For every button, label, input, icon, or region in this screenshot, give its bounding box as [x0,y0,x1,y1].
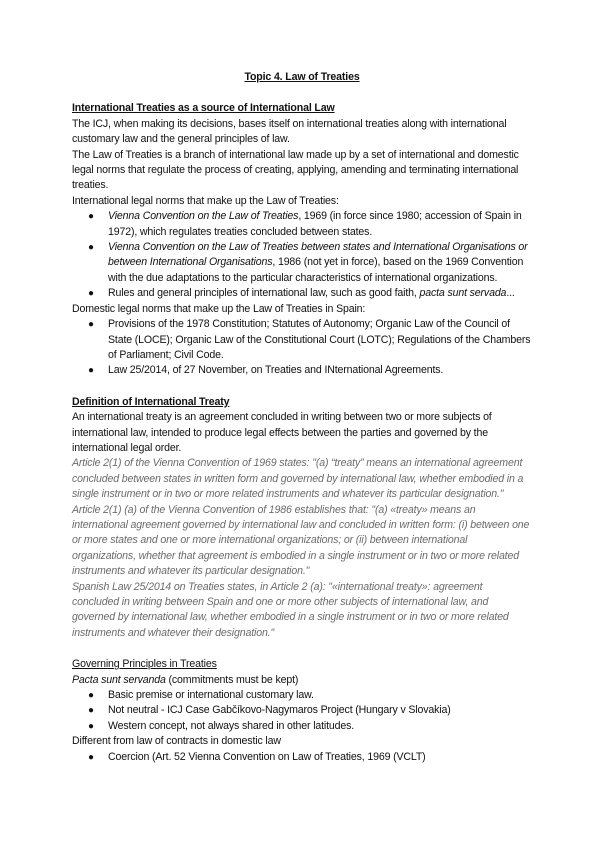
list-item [88,286,532,301]
convention-name: Vienna Convention on the Law of Treaties between states and International Organisations or between International Organisations [108,241,528,269]
list-item [88,317,532,363]
list-item-text: Provisions of the 1978 Constitution; Statutes of Autonomy; Organic Law of the Council of State (LOCE); Organic Law of the Constitutional Court (LOTC); Regulations of the Chambers of Parliament; Civil Code. [108,318,531,361]
list-item [88,363,532,378]
paragraph-contracts-difference: Different from law of contracts in domestic law [72,735,281,748]
bullet-icon: ● [88,319,94,331]
list-intl-norms [72,209,532,301]
convention-name: Vienna Convention on the Law of Treaties [108,210,299,223]
bullet-icon: ● [88,690,94,702]
list-item [88,240,532,286]
section-heading-definition: Definition of International Treaty [72,395,230,408]
list-item-text: Rules and general principles of international law, such as good faith, [108,287,420,300]
list-item-text: Law 25/2014, of 27 November, on Treaties and INternational Agreements. [108,364,444,377]
list-item-text: Basic premise or international customary law. [108,689,314,702]
section-heading-principles: Governing Principles in Treaties [72,658,217,671]
list-item-text: Coercion (Art. 52 Vienna Convention on Law of Treaties, 1969 (VCLT) [108,750,426,763]
list-item [88,688,532,703]
paragraph-domestic-norms-intro: Domestic legal norms that make up the Law of Treaties in Spain: [72,302,366,315]
quote-vienna-1986: Article 2(1) (a) of the Vienna Convention of 1986 establishes that: "(a) «treaty» means an international agreement governed by international law and concluded in written form: (i) between one or more states and one or more international organizations; or (ii) between international organizations, whether that agreement is embodied in a single instrument or in two or more related instruments and whatever its particular designation." [72,503,530,578]
section-heading-sources: International Treaties as a source of International Law [72,102,335,115]
quote-vienna-1969: Article 2(1) of the Vienna Convention of 1969 states: "(a) “treaty” means an international agreement concluded between states in written form and governed by international law, whether embodied in a single instrument or in two or more related instruments and whatever its particular designation." [72,457,524,501]
bullet-icon: ● [88,288,94,300]
paragraph-intl-norms-intro: International legal norms that make up the Law of Treaties: [72,194,339,207]
bullet-icon: ● [88,751,94,763]
paragraph-icj: The ICJ, when making its decisions, bases itself on international treaties along with international customary law and the general principles of law. [72,117,507,146]
bullet-icon: ● [88,720,94,732]
bullet-icon: ● [88,242,94,254]
list-item-text: , 1986 (not yet in force), based on the 1969 Convention with the due adaptations to the particular characteristics of international organizations. [108,256,524,284]
list-item-text: ... [506,287,515,300]
bullet-icon: ● [88,705,94,717]
paragraph-text: (commitments must be kept) [165,673,299,686]
latin-term: Pacta sunt servanda [72,673,166,686]
list-item-text: Western concept, not always shared in other latitudes. [108,719,355,732]
page-title: Topic 4. Law of Treaties [244,71,360,83]
list-domestic-norms [72,317,532,379]
list-item-text: , 1969 (in force since 1980; accession of Spain in 1972), which regulates treaties concluded between states. [108,210,522,238]
paragraph-pacta [72,673,532,688]
list-item-text: Not neutral - ICJ Case Gabčíkovo-Nagymaros Project (Hungary v Slovakia) [108,704,451,717]
latin-term: pacta sunt servada [419,287,507,300]
list-item [88,719,532,734]
list-contracts-difference [72,750,532,765]
bullet-icon: ● [88,211,94,223]
paragraph-definition: An international treaty is an agreement concluded in writing between two or more subjects of international law, intended to produce legal effects between the parties and governed by the international legal order. [72,411,492,454]
list-item [88,703,532,718]
bullet-icon: ● [88,365,94,377]
document-page [72,70,532,765]
list-item [88,750,532,765]
list-pacta [72,688,532,734]
paragraph-law-of-treaties: The Law of Treaties is a branch of international law made up by a set of international and domestic legal norms that regulate the process of creating, applying, amending and terminating international treaties. [72,148,519,192]
list-item [88,209,532,240]
quote-spanish-law: Spanish Law 25/2014 on Treaties states, in Article 2 (a): "«international treaty»: agreement concluded in writing between Spain and one or more other subjects of international law, and governed by international law, whether embodied in a single instrument or in two or more related instruments and whatever their designation." [72,580,509,639]
